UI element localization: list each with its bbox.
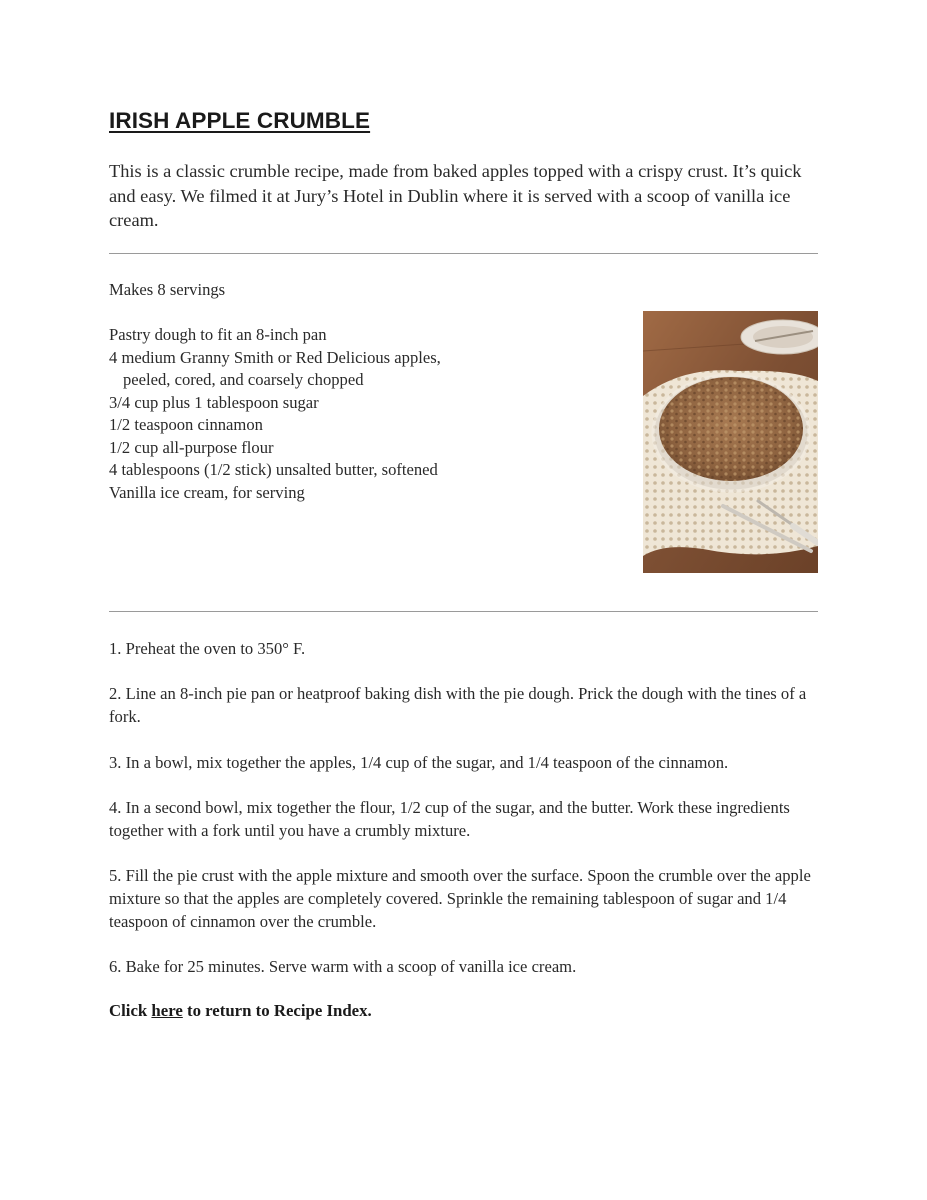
- instruction-step: 6. Bake for 25 minutes. Serve warm with a scoop of vanilla ice cream.: [109, 957, 577, 977]
- ingredient-item: [109, 414, 441, 437]
- ingredient-continuation: peeled, cored, and coarsely chopped: [123, 370, 364, 389]
- divider-top: [109, 253, 818, 254]
- ingredient-text: Pastry dough to fit an 8-inch pan: [109, 325, 327, 344]
- ingredient-item: [109, 459, 441, 482]
- ingredients-list: [109, 324, 441, 504]
- divider-bottom: [109, 611, 818, 612]
- ingredient-text: 3/4 cup plus 1 tablespoon sugar: [109, 392, 319, 412]
- instruction-step: 2. Line an 8-inch pie pan or heatproof baking dish with the pie dough. Prick the dough with the tines of a fork.: [109, 684, 807, 727]
- recipe-title: IRISH APPLE CRUMBLE: [109, 108, 371, 133]
- ingredient-text: 1/2 cup all-purpose flour: [109, 437, 274, 457]
- ingredient-item: [109, 437, 441, 460]
- ingredient-text: 1/2 teaspoon cinnamon: [109, 415, 263, 434]
- ingredient-text: 4 medium Granny Smith or Red Delicious apples,: [109, 347, 441, 367]
- ingredient-text: 4 tablespoons (1/2 stick) unsalted butter, softened: [109, 460, 438, 479]
- instruction-step: 5. Fill the pie crust with the apple mixture and smooth over the surface. Spoon the crumble over the apple mixture so that the apples are completely covered. Sprinkle the remaining tablespoon of sugar and 1/4 teaspoon of cinnamon over the crumble.: [109, 866, 811, 931]
- recipe-intro: This is a classic crumble recipe, made from baked apples topped with a crispy crust. It’s quick and easy. We filmed it at Jury’s Hotel in Dublin where it is served with a scoop of vanilla ice cream.: [109, 161, 802, 230]
- servings-text: Makes 8 servings: [109, 280, 226, 299]
- ingredient-item: [109, 324, 441, 347]
- ingredient-item: [109, 392, 441, 415]
- footer-prefix: Click: [109, 1001, 152, 1020]
- footer-suffix: to return to Recipe Index.: [182, 1001, 372, 1020]
- ingredient-text: Vanilla ice cream, for serving: [109, 482, 305, 502]
- instruction-step: 4. In a second bowl, mix together the flour, 1/2 cup of the sugar, and the butter. Work these ingredients together with a fork until you have a crumbly mixture.: [109, 797, 790, 840]
- instruction-step: 1. Preheat the oven to 350° F.: [109, 639, 306, 658]
- apple-crumble-photo: [643, 311, 818, 573]
- instructions-list: [109, 638, 818, 1002]
- instruction-step: 3. In a bowl, mix together the apples, 1/4 cup of the sugar, and 1/4 teaspoon of the cinnamon.: [109, 752, 729, 772]
- return-to-index-text: [109, 1001, 372, 1021]
- recipe-index-link[interactable]: here: [151, 1001, 183, 1020]
- ingredient-item: [109, 482, 441, 505]
- ingredient-item: [109, 347, 441, 392]
